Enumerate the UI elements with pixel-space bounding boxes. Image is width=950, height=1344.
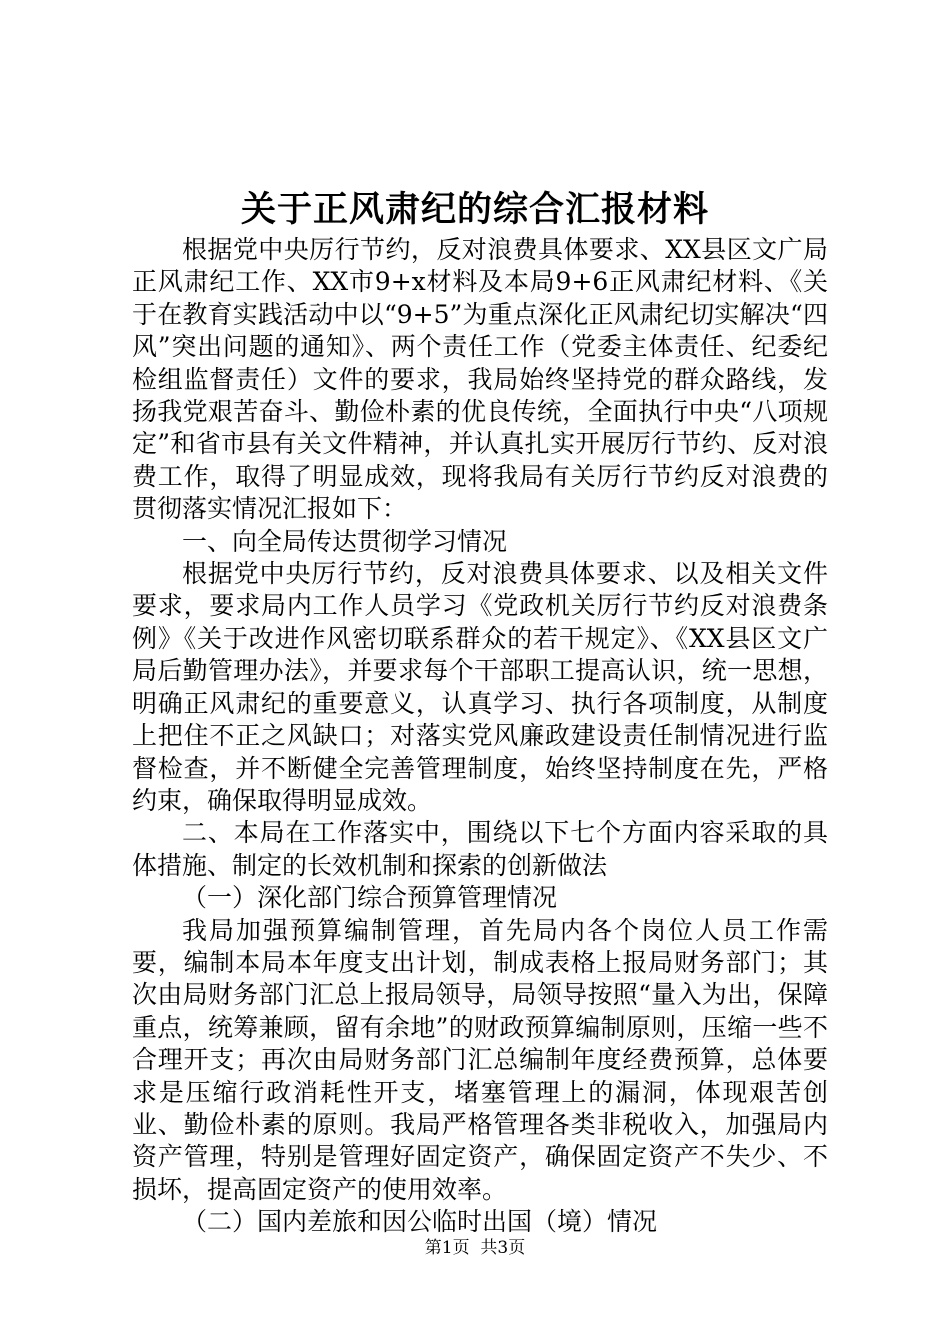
subsection-1-paragraph: 我局加强预算编制管理，首先局内各个岗位人员工作需要，编制本局本年度支出计划，制成表格上报局财务部门；其次由局财务部门汇总上报局领导，局领导按照“量入为出，保障重点，统筹兼顾，留有余地”的财政预算编制原则，压缩一些不合理开支；再次由局财务部门汇总编制年度经费预算，总体要求是压缩行政消耗性开支，堵塞管理上的漏洞，体现艰苦创业、勤俭朴素的原则。我局严格管理各类非税收入，加强局内资产管理，特别是管理好固定资产，确保固定资产不失少、不损坏，提高固定资产的使用效率。 bbox=[132, 915, 828, 1204]
document-body bbox=[132, 234, 828, 1239]
footer-separator bbox=[470, 1238, 481, 1258]
page-number-total: 共3页 bbox=[480, 1238, 526, 1258]
document-title: 关于正风肃纪的综合汇报材料 bbox=[240, 189, 709, 230]
section-heading-2: 二、本局在工作落实中，围绕以下七个方面内容采取的具体措施、制定的长效机制和探索的创新做法 bbox=[132, 818, 828, 880]
page-footer bbox=[0, 1236, 950, 1260]
intro-paragraph: 根据党中央厉行节约，反对浪费具体要求、XX县区文广局正风肃纪工作、XX市9+x材料及本局9+6正风肃纪材料、《关于在教育实践活动中以“9+5”为重点深化正风肃纪切实解决“四风”突出问题的通知》、两个责任工作（党委主体责任、纪委纪检组监督责任）文件的要求，我局始终坚持党的群众路线，发扬我党艰苦奋斗、勤俭朴素的优良传统，全面执行中央“八项规定”和省市县有关文件精神，并认真扎实开展厉行节约、反对浪费工作，取得了明显成效，现将我局有关厉行节约反对浪费的贯彻落实情况汇报如下： bbox=[132, 235, 828, 524]
subsection-heading-2: （二）国内差旅和因公临时出国（境）情况 bbox=[182, 1207, 658, 1237]
section-heading-1: 一、向全局传达贯彻学习情况 bbox=[182, 526, 508, 556]
subsection-heading-1: （一）深化部门综合预算管理情况 bbox=[182, 883, 558, 913]
page-number-current: 第1页 bbox=[424, 1238, 470, 1258]
section-1-paragraph: 根据党中央厉行节约，反对浪费具体要求、以及相关文件要求，要求局内工作人员学习《党政机关厉行节约反对浪费条例》《关于改进作风密切联系群众的若干规定》、《XX县区文广局后勤管理办法》，并要求每个干部职工提高认识，统一思想，明确正风肃纪的重要意义，认真学习、执行各项制度，从制度上把住不正之风缺口；对落实党风廉政建设责任制情况进行监督检查，并不断健全完善管理制度，始终坚持制度在先，严格约束，确保取得明显成效。 bbox=[132, 559, 828, 815]
